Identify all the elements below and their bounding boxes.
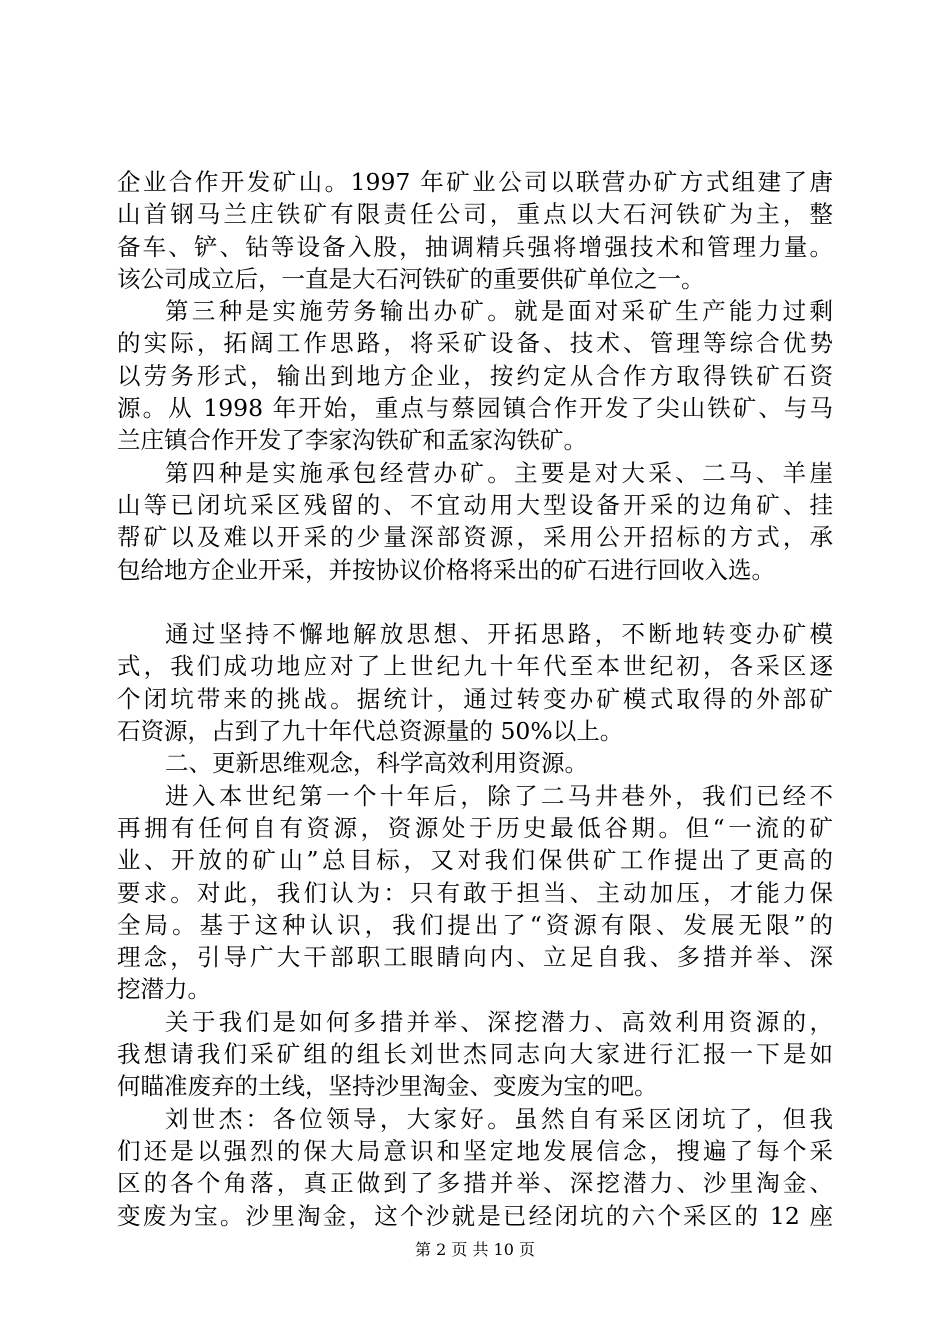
- text-line: 个闭坑带来的挑战。据统计，通过转变办矿模式取得的外部矿: [117, 684, 833, 713]
- text-line: 帮矿以及难以开采的少量深部资源，采用公开招标的方式，承: [117, 523, 833, 552]
- text-line: 该公司成立后，一直是大石河铁矿的重要供矿单位之一。: [117, 264, 705, 293]
- text-line: 山等已闭坑采区残留的、不宜动用大型设备开采的边角矿、挂: [117, 490, 833, 519]
- text-line: 刘世杰：各位领导，大家好。虽然自有采区闭坑了，但我: [165, 1104, 833, 1133]
- text-line: 二、更新思维观念，科学高效利用资源。: [165, 749, 588, 778]
- text-line: 挖潜力。: [117, 975, 211, 1004]
- text-line: 们还是以强烈的保大局意识和坚定地发展信念，搜遍了每个采: [117, 1136, 833, 1165]
- text-line: 业、开放的矿山”总目标，又对我们保供矿工作提出了更高的: [117, 846, 833, 875]
- text-line: 兰庄镇合作开发了李家沟铁矿和孟家沟铁矿。: [117, 426, 587, 455]
- text-line: 区的各个角落，真正做到了多措并举、深挖潜力、沙里淘金、: [117, 1169, 833, 1198]
- text-line: 关于我们是如何多措并举、深挖潜力、高效利用资源的，: [165, 1007, 833, 1036]
- text-line: 第三种是实施劳务输出办矿。就是面对采矿生产能力过剩: [165, 297, 833, 326]
- text-line: 再拥有任何自有资源，资源处于历史最低谷期。但“一流的矿: [117, 813, 833, 842]
- text-line: 以劳务形式，输出到地方企业，按约定从合作方取得铁矿石资: [117, 361, 833, 390]
- text-line: 我想请我们采矿组的组长刘世杰同志向大家进行汇报一下是如: [117, 1040, 833, 1069]
- text-line: 变废为宝。沙里淘金，这个沙就是已经闭坑的六个采区的 12 座: [117, 1201, 833, 1230]
- text-line: 进入本世纪第一个十年后，除了二马井巷外，我们已经不: [165, 781, 833, 810]
- text-line: 何瞄准废弃的土线，坚持沙里淘金、变废为宝的吧。: [117, 1072, 658, 1101]
- paragraph-spacer: [117, 586, 833, 618]
- text-line: 企业合作开发矿山。1997 年矿业公司以联营办矿方式组建了唐: [117, 168, 833, 196]
- text-line: 石资源，占到了九十年代总资源量的 50%以上。: [117, 717, 624, 746]
- text-line: 山首钢马兰庄铁矿有限责任公司，重点以大石河铁矿为主，整: [117, 200, 833, 229]
- text-line: 包给地方企业开采，并按协议价格将采出的矿石进行回收入选。: [117, 555, 775, 584]
- document-body: [117, 166, 833, 1232]
- text-line: 全局。基于这种认识，我们提出了“资源有限、发展无限”的: [117, 910, 833, 939]
- text-line: 备车、铲、钻等设备入股，抽调精兵强将增强技术和管理力量。: [117, 232, 833, 261]
- page-footer: 第 2 页 共 10 页: [415, 1240, 535, 1259]
- text-line: 源。从 1998 年开始，重点与蔡园镇合作开发了尖山铁矿、与马: [117, 394, 833, 423]
- text-line: 通过坚持不懈地解放思想、开拓思路，不断地转变办矿模: [165, 620, 833, 649]
- text-line: 式，我们成功地应对了上世纪九十年代至本世纪初，各采区逐: [117, 652, 833, 681]
- text-line: 的实际，拓阔工作思路，将采矿设备、技术、管理等综合优势: [117, 329, 833, 358]
- text-line: 理念，引导广大干部职工眼睛向内、立足自我、多措并举、深: [117, 943, 833, 972]
- text-line: 要求。对此，我们认为：只有敢于担当、主动加压，才能力保: [117, 878, 833, 907]
- text-line: 第四种是实施承包经营办矿。主要是对大采、二马、羊崖: [165, 458, 833, 487]
